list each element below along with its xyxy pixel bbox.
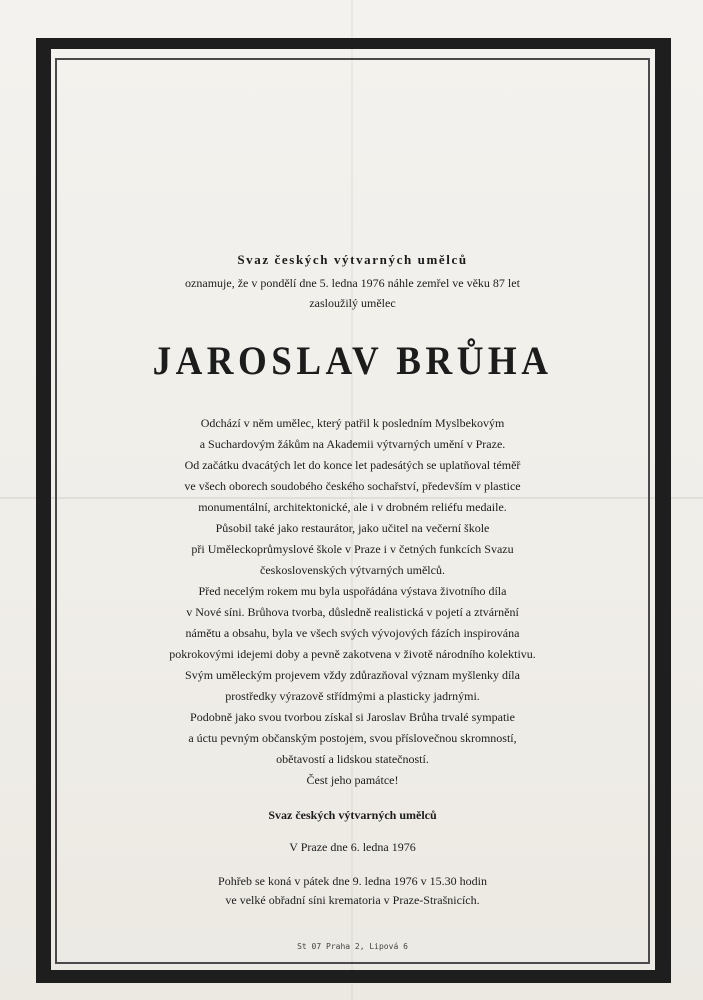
body-line: ve všech oborech soudobého českého sochařství, především v plastice (184, 479, 521, 493)
body-line: Před necelým rokem mu byla uspořádána výstava životního díla (198, 584, 507, 598)
deceased-title: zasloužilý umělec (309, 296, 396, 310)
announcement-line: oznamuje, že v pondělí dne 5. ledna 1976 náhle zemřel ve věku 87 let (185, 276, 520, 290)
printer-mark: St 07 Praha 2, Lipová 6 (297, 942, 408, 951)
body-line: Působil také jako restaurátor, jako učitel na večerní škole (215, 521, 490, 535)
tribute-line: Čest jeho památce! (306, 773, 399, 787)
body-line: prostředky výrazově střídmými a plasticky jadrnými. (225, 689, 480, 703)
place-date: V Praze dne 6. ledna 1976 (289, 840, 416, 854)
funeral-line-2: ve velké obřadní síni krematoria v Praze-Strašnicích. (225, 893, 480, 907)
body-line: a úctu pevným občanským postojem, svou příslovečnou skromností, (188, 731, 517, 745)
funeral-line-1: Pohřeb se koná v pátek dne 9. ledna 1976 v 15.30 hodin (218, 874, 487, 888)
organization-heading: Svaz českých výtvarných umělců (237, 252, 468, 267)
body-line: při Uměleckoprůmyslové škole v Praze i v četných funkcích Svazu (191, 542, 514, 556)
body-line: monumentální, architektonické, ale i v drobném reliéfu medaile. (198, 500, 507, 514)
body-line: v Nové síni. Brůhova tvorba, důsledně realistická v pojetí a ztvárnění (186, 605, 519, 619)
body-line: obětavostí a lidskou statečností. (276, 752, 429, 766)
body-line: československých výtvarných umělců. (260, 563, 445, 577)
signature-organization: Svaz českých výtvarných umělců (268, 808, 437, 822)
body-line: a Suchardovým žákům na Akademii výtvarných umění v Praze. (199, 437, 506, 451)
body-line: Odchází v něm umělec, který patřil k posledním Myslbekovým (200, 416, 505, 430)
body-line: námětu a obsahu, byla ve všech svých vývojových fázích inspirována (185, 626, 520, 640)
body-line: Od začátku dvacátých let do konce let padesátých se uplatňoval téměř (184, 458, 521, 472)
body-line: Svým uměleckým projevem vždy zdůrazňoval význam myšlenky díla (185, 668, 520, 682)
body-line: Podobně jako svou tvorbou získal si Jaroslav Brůha trvalé sympatie (190, 710, 515, 724)
deceased-name: JAROSLAV BRŮHA (152, 339, 553, 384)
body-line: pokrokovými idejemi doby a pevně zakotvena v životě národního kolektivu. (169, 647, 536, 661)
